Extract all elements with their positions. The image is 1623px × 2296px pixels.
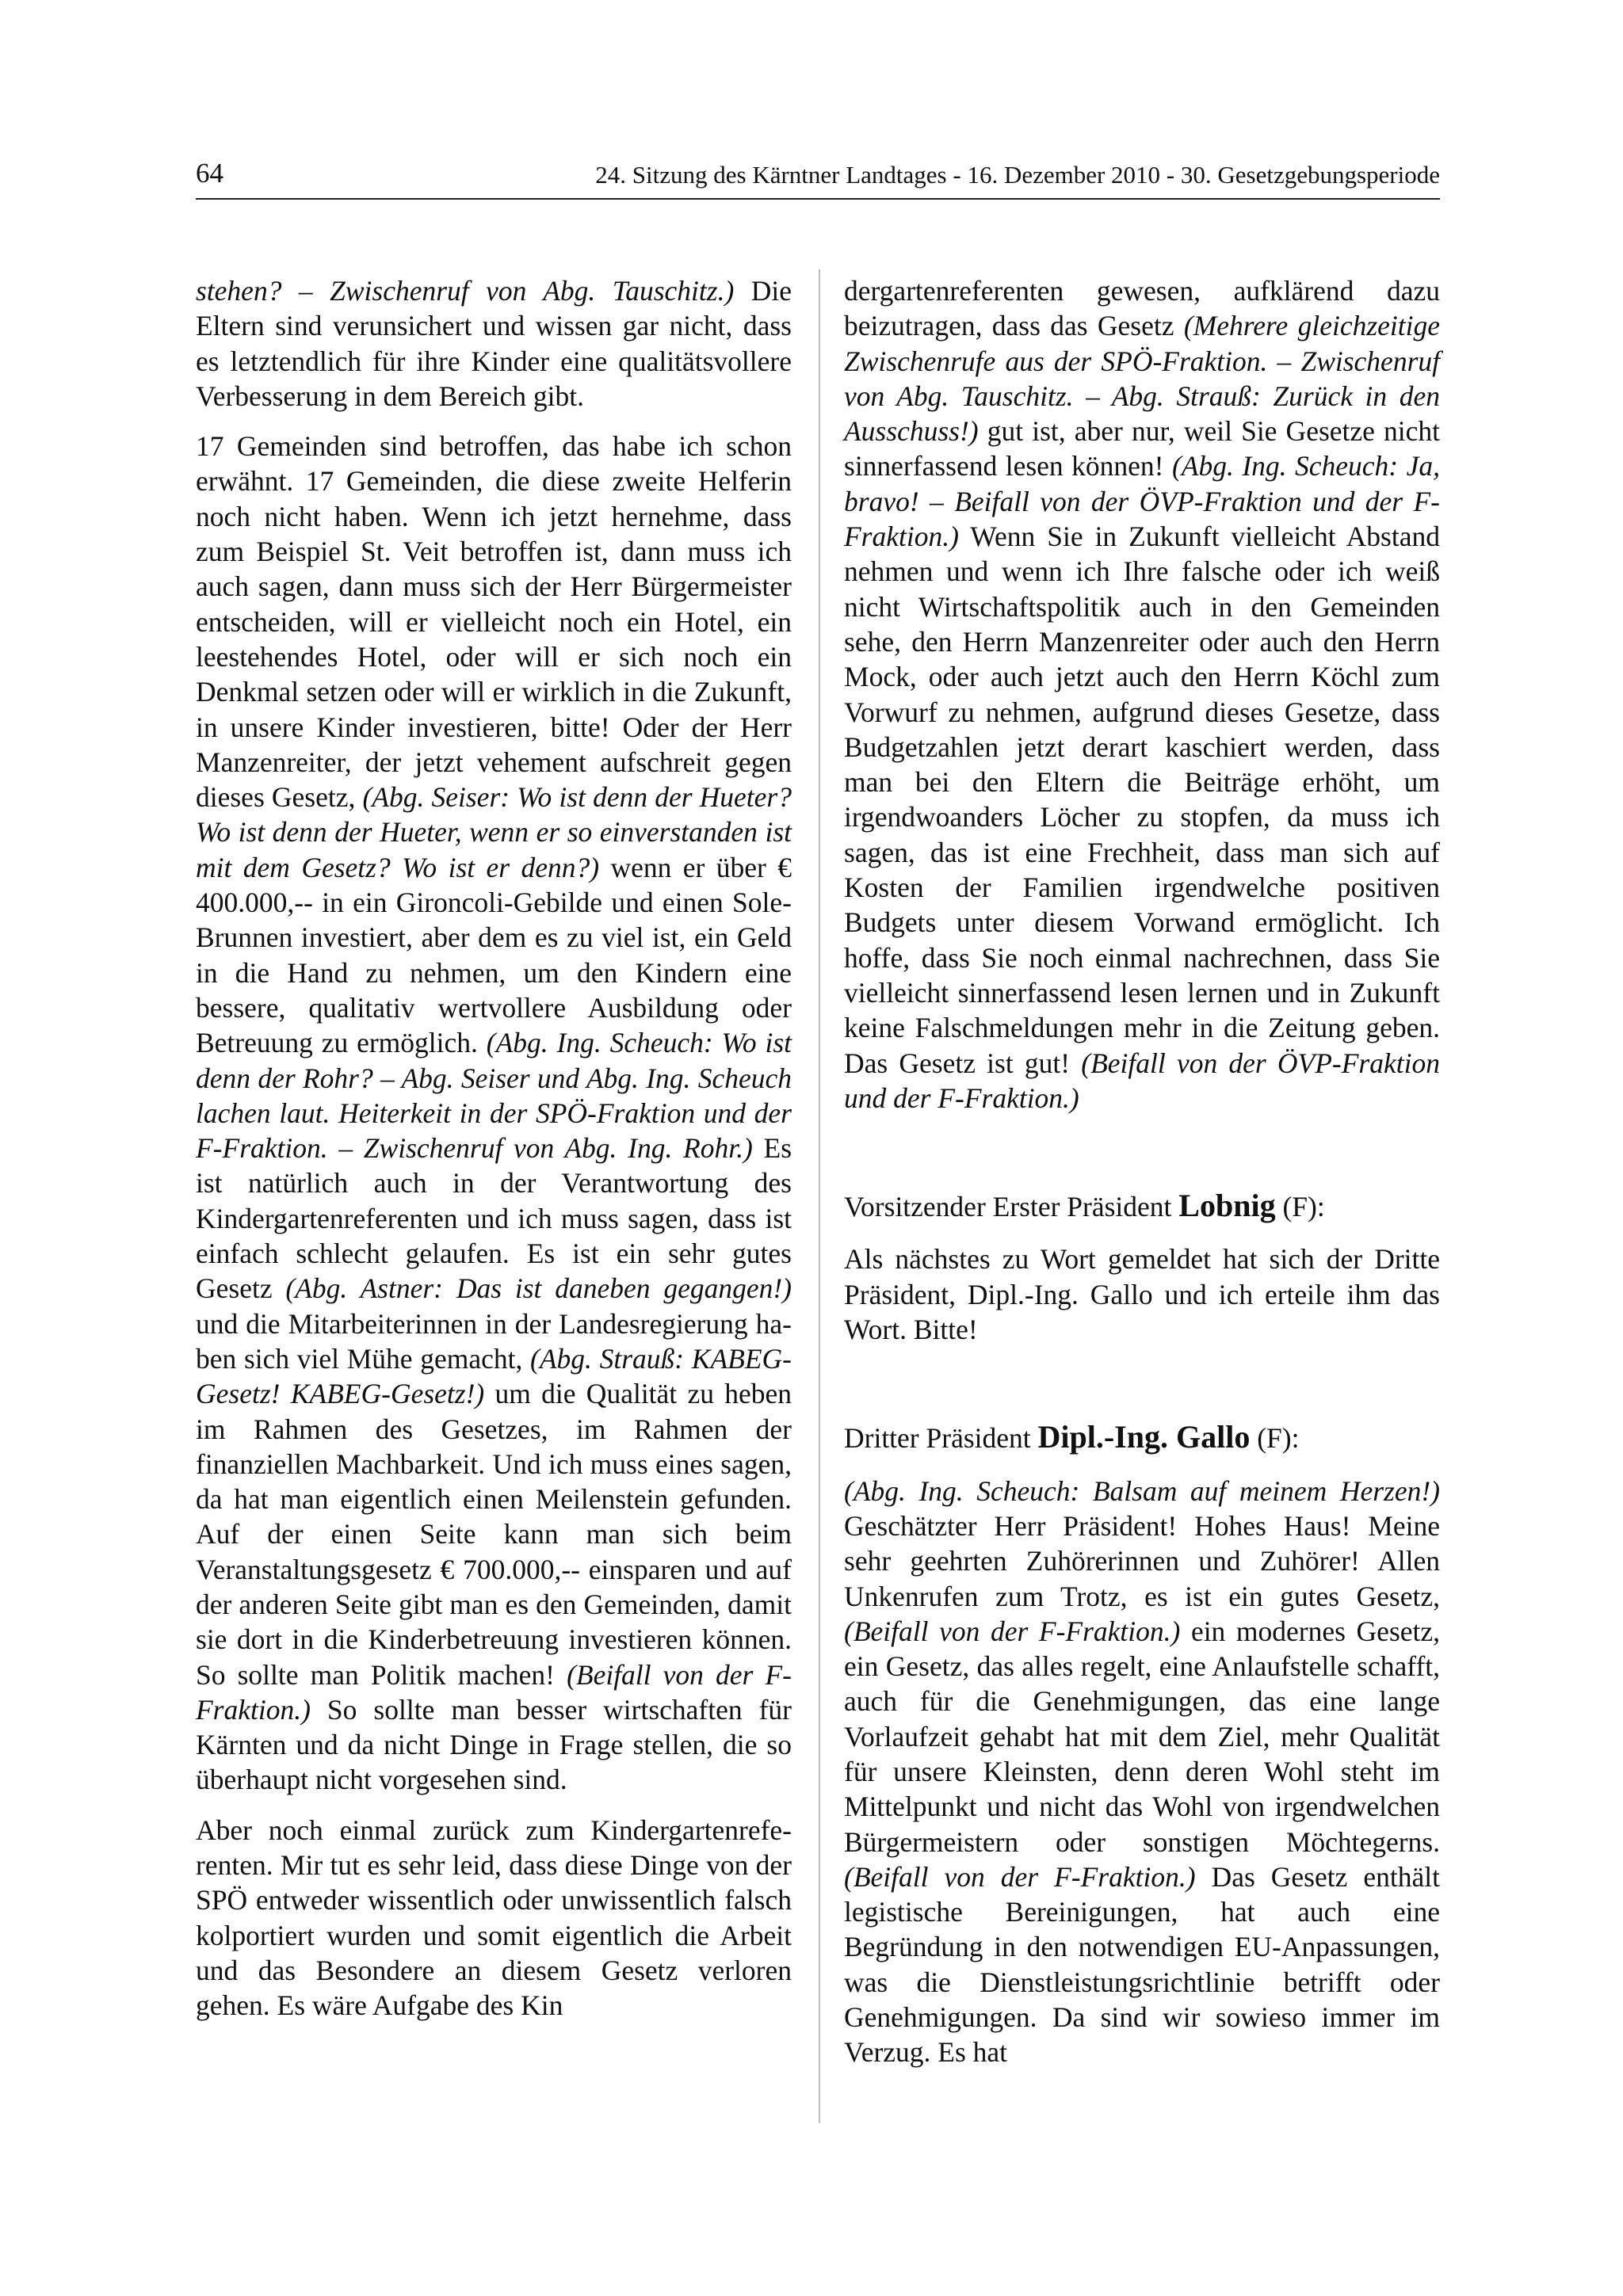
interjection-text: (Abg. Ing. Scheuch: Balsam auf meinem Herzen!) <box>844 1474 1440 1507</box>
paragraph <box>844 1241 1440 1347</box>
speaker-name: Lobnig <box>1178 1188 1276 1224</box>
column-divider <box>819 269 820 2123</box>
speech-text: dergartenreferenten gewesen, aufklärend dazu beizutragen, dass das Gesetz <box>844 275 1440 342</box>
interjection-text: (Abg. Strauß: KABEG-Gesetz! KABEG-Gesetz!) <box>196 1342 792 1410</box>
speaker-name: Dipl.-Ing. Gallo <box>1037 1419 1251 1455</box>
interjection-text: (Abg. Seiser: Wo ist denn der Hueter? Wo ist denn der Hueter, wenn er so einverstanden ist mit dem Gesetz? Wo ist er denn?) <box>196 781 792 883</box>
speaker-heading <box>844 1420 1440 1455</box>
paragraph <box>196 273 792 414</box>
speech-text: und die Mitarbeiterinnen in der Landesregierung haben sich viel Mühe gemacht, <box>196 1307 792 1375</box>
paragraph <box>196 1813 792 2023</box>
speech-text: ein modernes Gesetz, ein Gesetz, das alles regelt, eine Anlaufstelle schafft, auch für die Genehmigungen, das eine lange Vorlaufzeit gehabt hat mit dem Ziel, mehr Qualität für unsere Kleinsten, denn deren Wohl steht im Mittelpunkt und nicht das Wohl von irgendwelchen Bürgermeistern oder sonstigen Möchtegerns. <box>844 1615 1441 1858</box>
speaker-party: (F): <box>1250 1422 1300 1455</box>
running-title: 24. Sitzung des Kärntner Landtages - 16. Dezember 2010 - 30. Gesetzgebungsperiode <box>595 161 1440 189</box>
speaker-role: Dritter Präsident <box>844 1422 1038 1455</box>
interjection-text: stehen? – Zwischenruf von Abg. Tauschitz.) <box>196 275 735 307</box>
interjection-text: (Abg. Ing. Scheuch: Ja, bravo! – Beifall von der ÖVP-Fraktion und der F-Fraktion.) <box>844 450 1440 553</box>
paragraph <box>196 429 792 1798</box>
speech-text: um die Qualität zu heben im Rahmen des Gesetzes, im Rahmen der finanziellen Machbarkeit. Und ich muss eines sagen, da hat man eigentlich einen Meilenstein gefunden. Auf der einen Seite kann man sich beim Veranstaltungsgesetz € 700.000,-- einsparen und auf der anderen Seite gibt man es den Gemeinden, damit sie dort in die Kinderbetreuung investieren können. So sollte man Politik machen! <box>196 1378 792 1691</box>
speaker-role: Vorsitzender Erster Präsident <box>844 1191 1179 1223</box>
interjection-text: (Beifall von der F-Fraktion.) <box>196 1658 792 1726</box>
speech-text: Wenn Sie in Zukunft vielleicht Abstand nehmen und wenn ich Ihre falsche oder ich weiß nicht Wirtschaftspolitik auch in den Gemeinden sehe, den Herrn Manzenreiter oder auch den Herrn Mock, oder auch jetzt auch den Herrn Köchl zum Vorwurf zu nehmen, aufgrund dieses Gesetze, dass Budgetzahlen jetzt derart kaschiert werden, dass man bei den Eltern die Beiträge erhöht, um irgendwoanders Löcher zu stopfen, da muss ich sagen, das ist eine Frechheit, dass man sich auf Kosten der Familien irgendwelche positiven Budgets unter diesem Vorwand ermöglicht. Ich hoffe, dass Sie noch einmal nachrechnen, dass Sie vielleicht sinnerfassend lesen lernen und in Zukunft keine Falschmeldungen mehr in die Zeitung geben. Das Gesetz ist gut! <box>844 521 1440 1079</box>
page-number: 64 <box>196 158 223 189</box>
interjection-text: (Mehrere gleichzeitige Zwischenrufe aus der SPÖ-Fraktion. – Zwischenruf von Abg. Tauschitz. – Abg. Strauß: Zurück in den Ausschuss!) <box>844 310 1440 448</box>
paragraph <box>844 273 1440 1116</box>
page-header <box>196 155 1440 200</box>
paragraph <box>844 1474 1440 2070</box>
speaker-heading <box>844 1188 1440 1224</box>
speech-text: Geschätzter Herr Präsident! Hohes Haus! Meine sehr geehrten Zuhörerinnen und Zuhörer! Allen Unkenrufen zum Trotz, es ist ein gutes Gesetz, <box>844 1509 1440 1612</box>
speech-text: Es ist natürlich auch in der Verantwortung des Kindergartenreferenten und ich muss sagen, dass ist einfach schlecht gelaufen. Es ist ein sehr gutes Gesetz <box>196 1132 792 1305</box>
speech-text: Die Eltern sind verunsichert und wissen gar nicht, dass es letztendlich für ihre Kinder eine qualitätsvollere Verbesserung in dem Bereich gibt. <box>196 275 792 412</box>
speech-text: Aber noch einmal zurück zum Kindergartenreferenten. Mir tut es sehr leid, dass diese Dinge von der SPÖ entweder wissentlich oder unwissentlich falsch kolportiert wurden und somit eigentlich die Arbeit und das Besondere an diesem Gesetz verloren gehen. Es wäre Aufgabe des Kin <box>196 1814 792 2022</box>
speech-text: Das Gesetz enthält legistische Bereinigungen, hat auch eine Begründung in den notwendigen EU-Anpassungen, was die Dienstleistungsrichtlinie betrifft oder Genehmigungen. Da sind wir sowieso immer im Verzug. Es hat <box>844 1860 1440 2069</box>
interjection-text: (Abg. Astner: Das ist daneben gegangen!) <box>285 1272 792 1305</box>
speaker-party: (F): <box>1275 1191 1325 1223</box>
interjection-text: (Abg. Ing. Scheuch: Wo ist denn der Rohr? – Abg. Seiser und Abg. Ing. Scheuch lachen laut. Heiterkeit in der SPÖ-Fraktion und der F-Fraktion. – Zwischenruf von Abg. Ing. Rohr.) <box>196 1027 792 1165</box>
speech-text: 17 Gemeinden sind betroffen, das habe ich schon erwähnt. 17 Gemeinden, die diese zweite Helferin noch nicht haben. Wenn ich jetzt hernehme, dass zum Beispiel St. Veit betroffen ist, dann muss ich auch sagen, dann muss sich der Herr Bürgermeister entscheiden, will er vielleicht noch ein Hotel, ein leestehendes Hotel, oder will er sich noch ein Denkmal setzen oder will er wirklich in die Zukunft, in unsere Kinder investieren, bitte! Oder der Herr Manzenreiter, der jetzt vehement aufschreit gegen dieses Gesetz, <box>196 430 792 814</box>
speech-text: wenn er über € 400.000,-- in ein Gironcoli-Gebilde und einen Sole-Brunnen investiert, aber dem es zu viel ist, ein Geld in die Hand zu nehmen, um den Kindern eine bessere, qualitativ wertvollere Ausbildung oder Betreuung zu ermöglich. <box>196 851 792 1059</box>
speech-text: Als nächstes zu Wort gemeldet hat sich der Dritte Präsident, Dipl.-Ing. Gallo und ich erteile ihm das Wort. Bitte! <box>844 1243 1440 1346</box>
left-column <box>196 273 792 2039</box>
right-column <box>844 273 1440 2085</box>
interjection-text: (Beifall von der ÖVP-Fraktion und der F-Fraktion.) <box>844 1047 1440 1114</box>
speech-text: gut ist, aber nur, weil Sie Gesetze nicht sinnerfassend lesen können! <box>844 415 1440 482</box>
interjection-text: (Beifall von der F-Fraktion.) <box>844 1860 1196 1893</box>
interjection-text: (Beifall von der F-Fraktion.) <box>844 1615 1181 1647</box>
speech-text: So sollte man besser wirtschaften für Kärnten und da nicht Dinge in Frage stellen, die so überhaupt nicht vorgesehen sind. <box>196 1693 792 1796</box>
